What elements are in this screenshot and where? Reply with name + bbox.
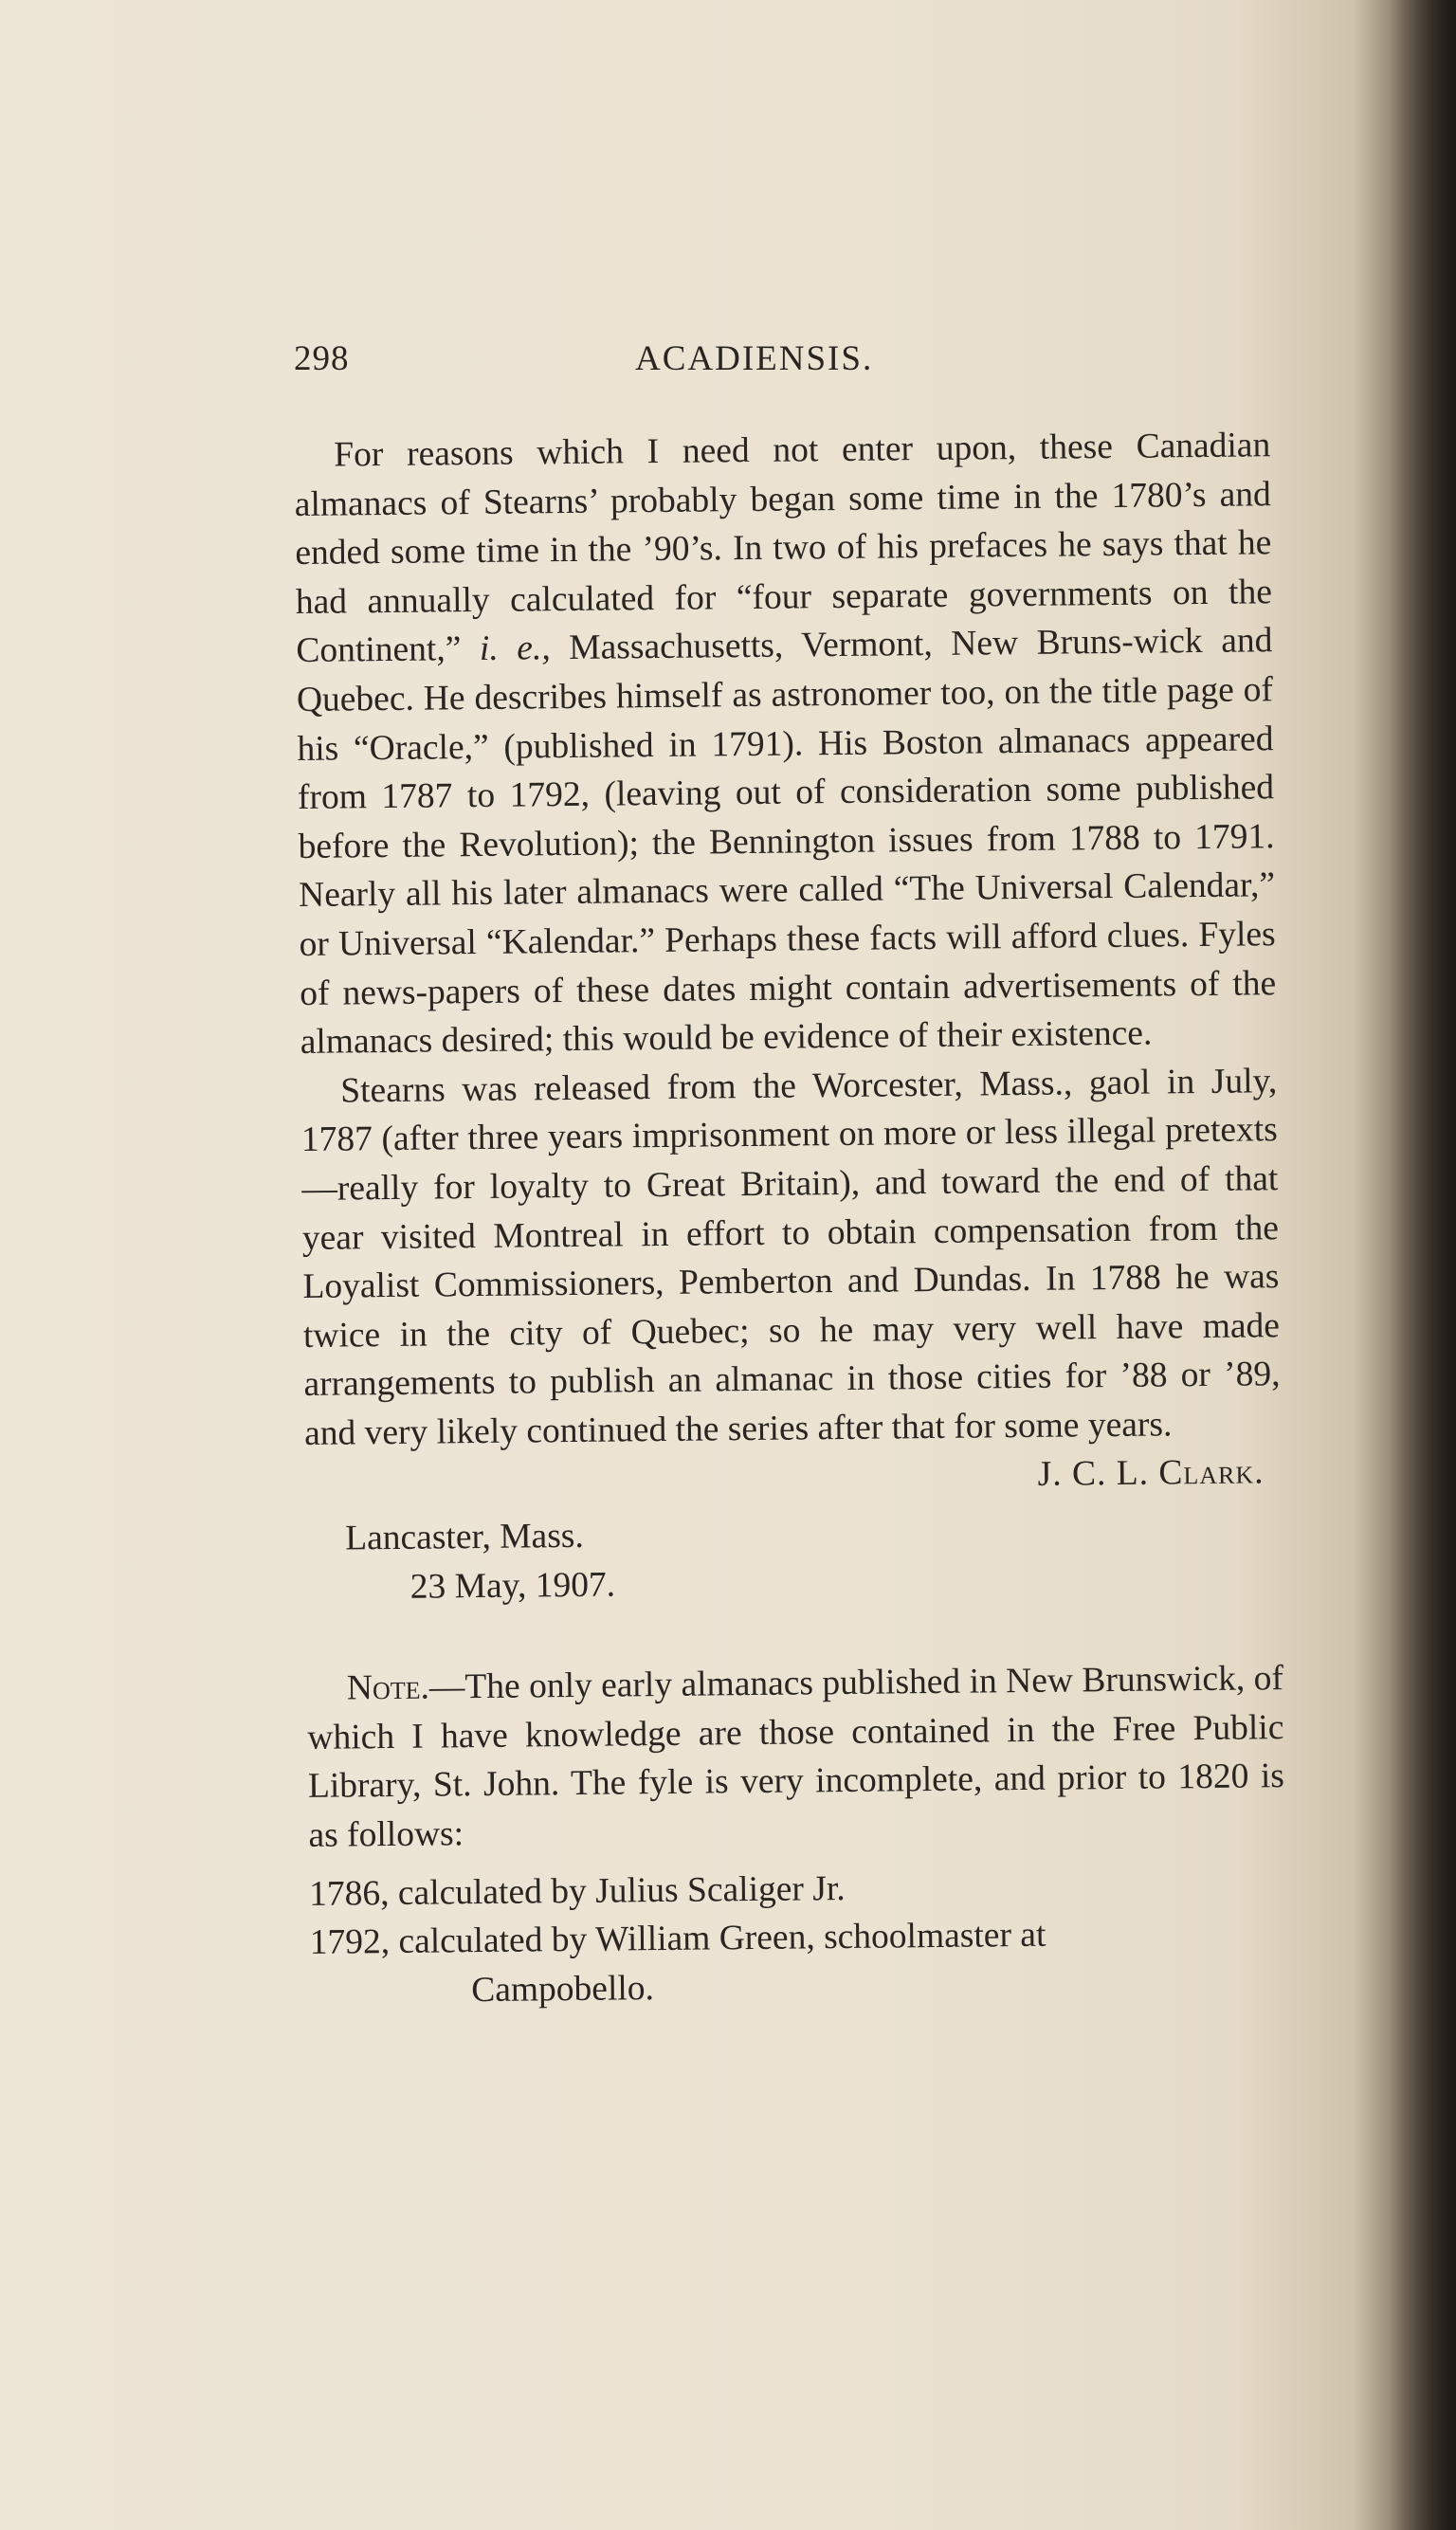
list-item: 1792, calculated by William Green, schoolmaster at <box>309 1915 1046 1963</box>
text-line: “The Universal Calendar,” or Universal “Kalendar.” <box>299 865 1276 964</box>
text-line: before the Revolution); the Bennington issues from <box>298 819 1056 866</box>
list-item-continuation: Campobello. <box>471 1968 655 2010</box>
text-line: Great Britain), and toward the end of that year visited <box>301 1159 1279 1258</box>
text-line: For reasons which I need not enter upon, these <box>334 427 1114 475</box>
paragraph-1 <box>294 421 1277 1066</box>
text-line: continued the series after that for some years. <box>526 1405 1173 1451</box>
text-line: Perhaps these facts will afford clues. Fyles of news- <box>299 915 1276 1013</box>
text-line: too, on the title page of his “Oracle,” (published in <box>297 670 1274 769</box>
editor-note <box>307 1654 1285 1860</box>
note-lead: Note. <box>346 1667 430 1708</box>
text-line: contained in the Free Public Library, St. John. The <box>307 1707 1284 1807</box>
text-line: 1788 he was twice in the city of Quebec; so he may <box>302 1257 1280 1356</box>
author-signature <box>304 1448 1281 1507</box>
text-line: Stearns was released from the Worcester, Mass., <box>340 1064 1073 1111</box>
text-line: Montreal in effort to obtain compensation from the <box>493 1208 1280 1256</box>
paragraph-2 <box>300 1057 1281 1459</box>
text-line: In two of his prefaces he says that he had annually <box>295 523 1272 622</box>
dateline-date: 23 May, 1907. <box>410 1565 616 1607</box>
text-line: fyle is very incomplete, and prior to 1820 is as follows: <box>308 1756 1285 1855</box>
text-line: of the almanacs desired; this would be evidence of <box>300 963 1277 1063</box>
text-line: very well have made arrangements to publish an <box>303 1305 1281 1405</box>
text-line: almanac in those cities for ’88 or ’89, and very likely <box>303 1355 1281 1453</box>
page-number: 298 <box>294 339 350 378</box>
text-line: gaol in July, 1787 (after three years imprisonment on <box>300 1061 1278 1160</box>
text-line: wick and Quebec. He describes himself as astronomer <box>296 621 1273 719</box>
list-item: 1786, calculated by Julius Scaliger Jr. <box>308 1868 846 1914</box>
dateline-place: Lancaster, Mass. <box>345 1516 584 1558</box>
text-line: Canadian almanacs of Stearns’ probably began some <box>294 426 1271 524</box>
text-line: 1792, (leaving out of consideration some published <box>509 768 1275 815</box>
signature-surname: Clark. <box>1158 1452 1265 1493</box>
text-line: calculated for “four separate governments on the <box>509 572 1273 620</box>
book-gutter-shadow <box>1390 0 1456 2530</box>
page-header <box>294 338 1242 386</box>
text-line: their existence. <box>937 1013 1153 1056</box>
text-line: more or less illegal pretexts—really for loyalty to <box>301 1110 1278 1209</box>
italic-ie: i. e., <box>479 628 551 669</box>
text-line: Loyalist Commissioners, Pemberton and Dundas. In <box>302 1259 1076 1307</box>
text-line: time in the 1780’s and ended some time in the ’90’s. <box>295 474 1271 573</box>
text-line: Massachusetts, Vermont, New Bruns- <box>550 623 1134 668</box>
text-line: papers of these dates might contain advertisements <box>427 964 1177 1012</box>
signature-initials: J. C. L. <box>1037 1453 1159 1495</box>
text-line: —The only early almanacs published in New <box>428 1661 1074 1707</box>
text-line: 1788 to 1791. Nearly all his later almanacs were called <box>298 816 1275 916</box>
body-text <box>294 421 1286 2016</box>
text-line: Brunswick, of which I have knowledge are those <box>307 1659 1284 1757</box>
text-line: 1791). His Boston almanacs appeared from 1787 to <box>297 719 1274 818</box>
running-head: ACADIENSIS. <box>635 339 874 378</box>
text-line: Continent,” <box>296 629 481 671</box>
